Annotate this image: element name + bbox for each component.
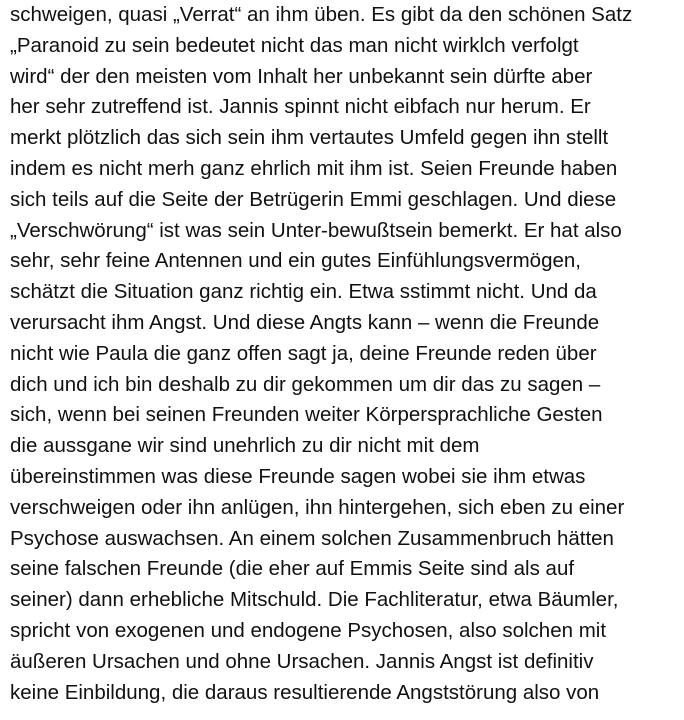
text-line: „Paranoid zu sein bedeutet nicht das man nicht wirklch verfolgt xyxy=(10,33,579,57)
text-line: keine Einbildung, die daraus resultierende Angststörung also von xyxy=(10,680,600,704)
text-line: äußeren Ursachen und ohne Ursachen. Jannis Angst ist definitiv xyxy=(10,649,594,673)
text-line: seiner) dann erhebliche Mitschuld. Die Fachliteratur, etwa Bäumler, xyxy=(10,588,619,612)
text-line: sich teils auf die Seite der Betrügerin Emmi geschlagen. Und diese xyxy=(10,187,617,211)
text-line: nicht wie Paula die ganz offen sagt ja, deine Freunde reden über xyxy=(10,341,597,365)
text-line: „Verschwörung“ ist was sein Unter-bewußtsein bemerkt. Er hat also xyxy=(10,218,622,242)
text-line: indem es nicht merh ganz ehrlich mit ihm ist. Seien Freunde haben xyxy=(10,156,618,180)
text-line: wird“ der den meisten vom Inhalt her unbekannt sein dürfte aber xyxy=(10,64,593,88)
text-line: sehr, sehr feine Antennen und ein gutes Einfühlungsvermögen, xyxy=(10,249,581,273)
text-line: die aussgane wir sind unehrlich zu dir nicht mit dem xyxy=(10,434,480,458)
text-line: seine falschen Freunde (die eher auf Emmis Seite sind als auf xyxy=(10,557,575,581)
text-line: übereinstimmen was diese Freunde sagen wobei sie ihm etwas xyxy=(10,464,586,488)
document-page xyxy=(10,0,682,708)
text-line: verschweigen oder ihn anlügen, ihn hintergehen, sich eben zu einer xyxy=(10,495,625,519)
text-line: dich und ich bin deshalb zu dir gekommen um dir das zu sagen – xyxy=(10,372,601,396)
text-line: verursacht ihm Angst. Und diese Angts kann – wenn die Freunde xyxy=(10,310,600,334)
text-line: spricht von exogenen und endogene Psychosen, also solchen mit xyxy=(10,618,607,642)
text-line: schätzt die Situation ganz richtig ein. Etwa sstimmt nicht. Und da xyxy=(10,280,597,304)
text-line: merkt plötzlich das sich sein ihm vertautes Umfeld gegen ihn stellt xyxy=(10,126,609,150)
text-line: her sehr zutreffend ist. Jannis spinnt nicht eibfach nur herum. Er xyxy=(10,95,591,119)
text-line: schweigen, quasi „Verrat“ an ihm üben. Es gibt da den schönen Satz xyxy=(10,3,633,26)
text-line: sich, wenn bei seinen Freunden weiter Körpersprachliche Gesten xyxy=(10,403,603,427)
text-line: Psychose auswachsen. An einem solchen Zusammenbruch hätten xyxy=(10,526,614,550)
